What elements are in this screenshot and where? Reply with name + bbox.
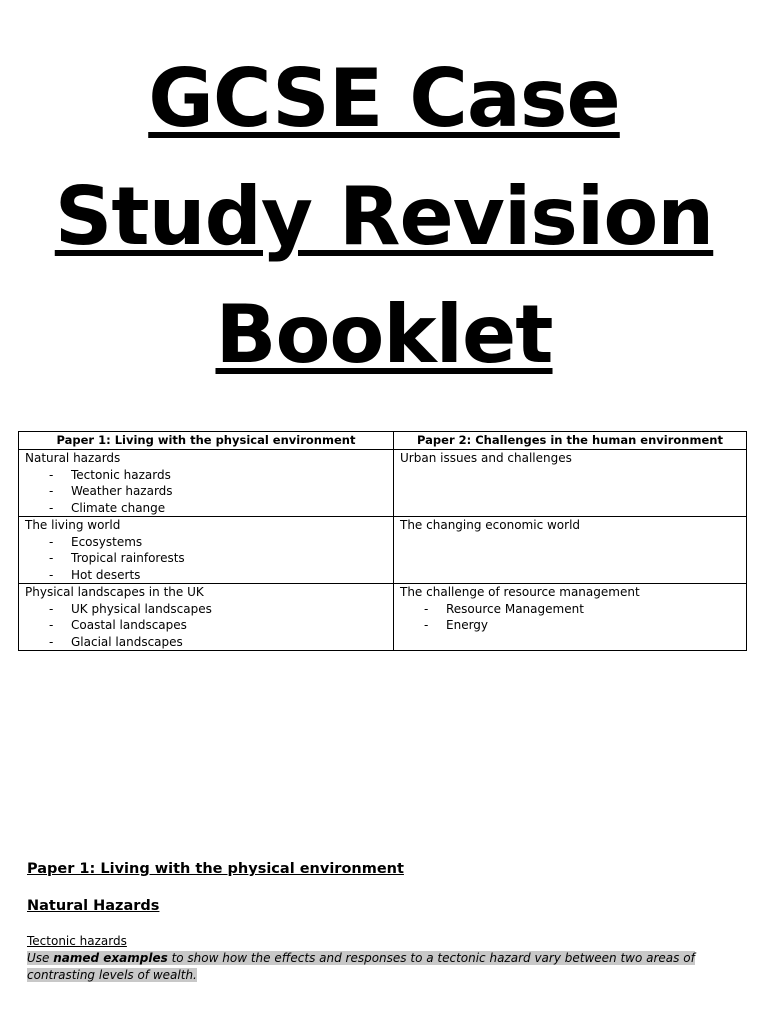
- list-item: - Glacial landscapes: [49, 634, 183, 649]
- table-cell: [19, 584, 394, 651]
- list-item: - Tropical rainforests: [49, 551, 185, 565]
- table-cell: [394, 450, 747, 517]
- title-line-2: Study Revision: [54, 170, 714, 263]
- list-item: - Weather hazards: [49, 484, 173, 498]
- table-cell: [19, 517, 394, 584]
- list-item: - Ecosystems: [49, 534, 143, 549]
- list-item: - Tectonic hazards: [49, 467, 171, 482]
- table-cell: [394, 584, 747, 651]
- list-item: - Energy: [424, 618, 489, 632]
- task-rest: to show how the effects and responses to a tectonic hazard vary between two areas of contrasting levels of wealth.: [27, 951, 695, 982]
- table-row: [19, 517, 747, 584]
- list-item: - Climate change: [49, 500, 166, 515]
- topic-title: The changing economic world: [400, 518, 581, 532]
- paper1-section-heading: Paper 1: Living with the physical environment: [27, 861, 404, 877]
- task-instruction: [27, 950, 727, 983]
- list-item: - Resource Management: [424, 601, 584, 616]
- table-row: [19, 450, 747, 517]
- topic-title: Physical landscapes in the UK: [25, 585, 204, 599]
- title-line-3: Booklet: [215, 288, 553, 381]
- topic-title: The challenge of resource management: [400, 585, 640, 599]
- topic-title: Urban issues and challenges: [400, 451, 572, 465]
- papers-overview-table: [18, 431, 747, 651]
- title-line-1: GCSE Case: [148, 52, 620, 145]
- table-cell: [394, 517, 747, 584]
- list-item: - Hot deserts: [49, 567, 141, 582]
- table-row: [19, 584, 747, 651]
- booklet-title: [0, 40, 768, 394]
- topic-title: The living world: [25, 518, 121, 532]
- paper2-header: Paper 2: Challenges in the human environment: [394, 432, 747, 450]
- natural-hazards-heading: Natural Hazards: [27, 898, 160, 914]
- paper1-header: Paper 1: Living with the physical environment: [19, 432, 394, 450]
- table-cell: [19, 450, 394, 517]
- task-prefix: Use: [27, 951, 54, 965]
- table-header-row: [19, 432, 747, 450]
- list-item: - Coastal landscapes: [49, 618, 187, 632]
- topic-title: Natural hazards: [25, 451, 121, 465]
- tectonic-hazards-subheading: Tectonic hazards: [27, 934, 127, 948]
- list-item: - UK physical landscapes: [49, 601, 212, 616]
- task-bold: named examples: [53, 951, 168, 965]
